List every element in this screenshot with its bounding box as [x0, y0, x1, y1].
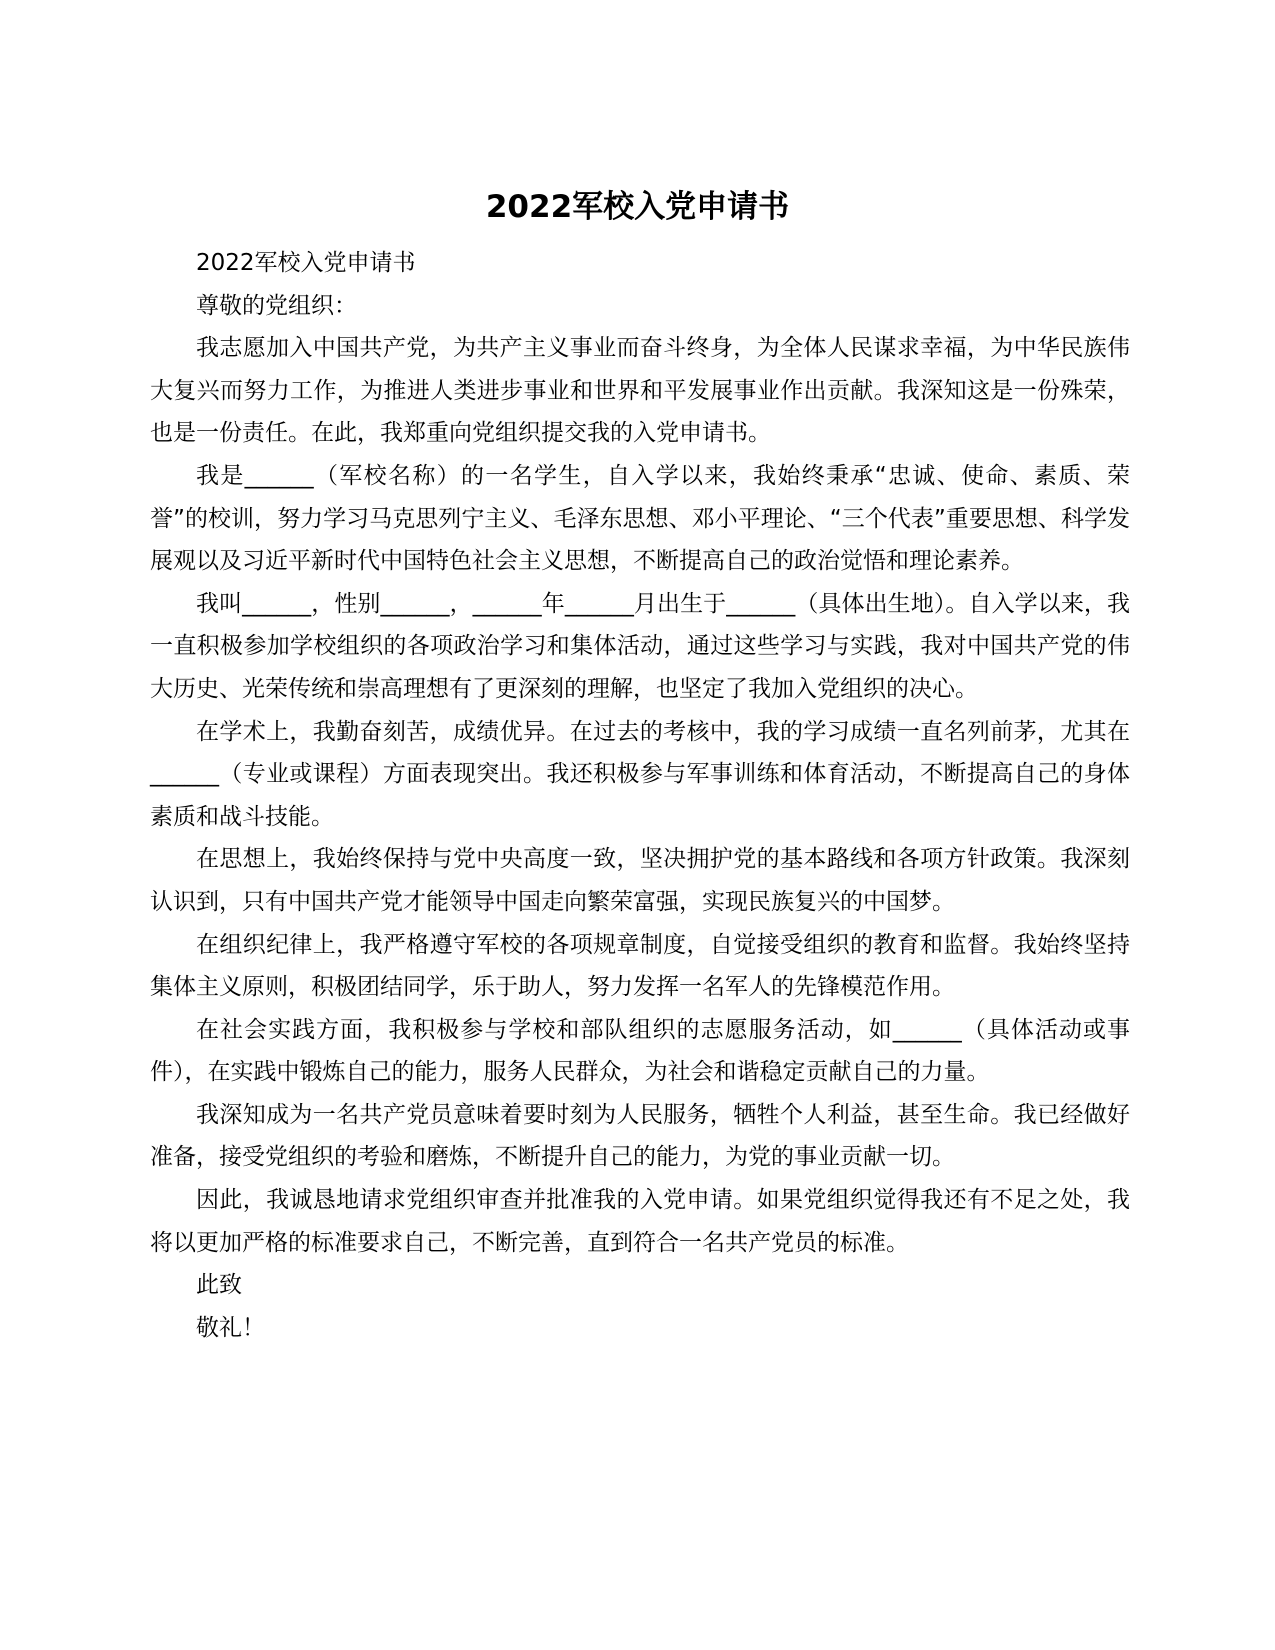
body-paragraph: 因此，我诚恳地请求党组织审查并批准我的入党申请。如果党组织觉得我还有不足之处，我将以更加严格的标准要求自己，不断完善，直到符合一名共产党员的标准。 — [150, 1187, 1130, 1256]
document-title: 2022军校入党申请书 — [485, 189, 790, 225]
body-paragraph: 我叫______，性别______，______年______月出生于______（具体出生地）。自入学以来，我一直积极参加学校组织的各项政治学习和集体活动，通过这些学习与实践，我对中国共产党的伟大历史、光荣传统和崇高理想有了更深刻的理解，也坚定了我加入党组织的决心。 — [150, 590, 1130, 702]
body-paragraph: 2022军校入党申请书 — [196, 250, 416, 276]
body-paragraph: 我志愿加入中国共产党，为共产主义事业而奋斗终身，为全体人民谋求幸福，为中华民族伟大复兴而努力工作，为推进人类进步事业和世界和平发展事业作出贡献。我深知这是一份殊荣，也是一份责任。在此，我郑重向党组织提交我的入党申请书。 — [150, 335, 1130, 447]
body-paragraph: 在社会实践方面，我积极参与学校和部队组织的志愿服务活动，如______（具体活动或事件），在实践中锻炼自己的能力，服务人民群众，为社会和谐稳定贡献自己的力量。 — [150, 1016, 1130, 1086]
body-paragraph: 我是______（军校名称）的一名学生，自入学以来，我始终秉承“忠诚、使命、素质、荣誉”的校训，努力学习马克思列宁主义、毛泽东思想、邓小平理论、“三个代表”重要思想、科学发展观以及习近平新时代中国特色社会主义思想，不断提高自己的政治觉悟和理论素养。 — [150, 462, 1130, 575]
closing-line: 此致 — [196, 1272, 242, 1299]
body-paragraph: 在组织纪律上，我严格遵守军校的各项规章制度，自觉接受组织的教育和监督。我始终坚持集体主义原则，积极团结同学，乐于助人，努力发挥一名军人的先锋模范作用。 — [150, 931, 1130, 1001]
body-paragraph: 在学术上，我勤奋刻苦，成绩优异。在过去的考核中，我的学习成绩一直名列前茅，尤其在______（专业或课程）方面表现突出。我还积极参与军事训练和体育活动，不断提高自己的身体素质和战斗技能。 — [150, 718, 1130, 830]
closing-line: 敬礼！ — [196, 1314, 265, 1341]
body-paragraph: 在思想上，我始终保持与党中央高度一致，坚决拥护党的基本路线和各项方针政策。我深刻认识到，只有中国共产党才能领导中国走向繁荣富强，实现民族复兴的中国梦。 — [150, 846, 1130, 915]
salutation: 尊敬的党组织： — [196, 292, 357, 319]
body-paragraph: 我深知成为一名共产党员意味着要时刻为人民服务，牺牲个人利益，甚至生命。我已经做好准备，接受党组织的考验和磨炼，不断提升自己的能力，为党的事业贡献一切。 — [150, 1101, 1130, 1171]
document-body — [150, 242, 1130, 1349]
